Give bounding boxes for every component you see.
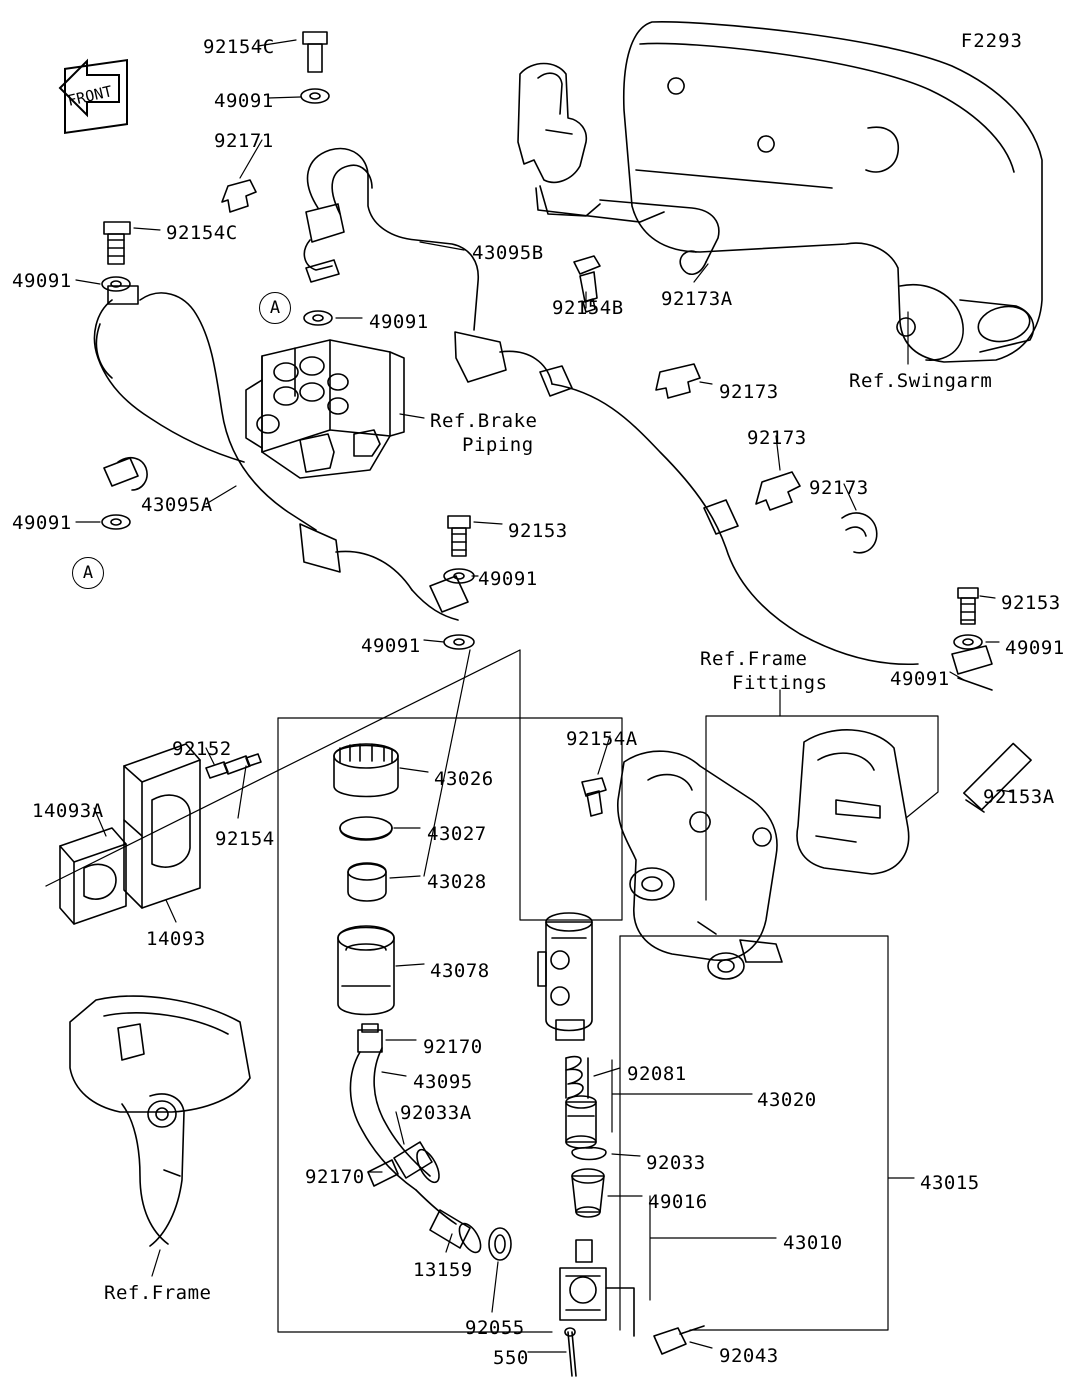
part-label-43027: 43027 xyxy=(427,823,487,845)
part-label-43078: 43078 xyxy=(430,960,490,982)
part-label-550: 550 xyxy=(493,1347,529,1369)
part-label-49091-top: 49091 xyxy=(214,90,274,112)
part-label-43095b: 43095B xyxy=(472,242,544,264)
part-label-92033: 92033 xyxy=(646,1152,706,1174)
part-label-92171: 92171 xyxy=(214,130,274,152)
part-label-92154c-top: 92154C xyxy=(203,36,275,58)
ref-frame: Ref.Frame xyxy=(104,1282,212,1304)
part-label-92152: 92152 xyxy=(172,738,232,760)
part-label-92173a: 92173A xyxy=(661,288,733,310)
part-label-92055: 92055 xyxy=(465,1317,525,1339)
part-label-92173-lower: 92173 xyxy=(809,477,869,499)
part-label-49091-left-upper: 49091 xyxy=(12,270,72,292)
part-label-14093: 14093 xyxy=(146,928,206,950)
part-label-92153a: 92153A xyxy=(983,786,1055,808)
part-label-92154b: 92154B xyxy=(552,297,624,319)
part-label-43010: 43010 xyxy=(783,1232,843,1254)
part-label-92043: 92043 xyxy=(719,1345,779,1367)
ref-swingarm: Ref.Swingarm xyxy=(849,370,993,392)
part-label-43095a: 43095A xyxy=(141,494,213,516)
part-label-43020: 43020 xyxy=(757,1089,817,1111)
sheet-code: F2293 xyxy=(960,30,1023,52)
part-label-92154a: 92154A xyxy=(566,728,638,750)
part-label-49091-center-lower: 49091 xyxy=(478,568,538,590)
part-label-92170-upper: 92170 xyxy=(423,1036,483,1058)
ref-frame-fittings-line1: Ref.Frame xyxy=(700,648,808,670)
part-label-13159: 13159 xyxy=(413,1259,473,1281)
part-label-49091-center: 49091 xyxy=(369,311,429,333)
part-label-49091-right-lower: 49091 xyxy=(890,668,950,690)
part-label-92173-upper: 92173 xyxy=(719,381,779,403)
part-label-43095: 43095 xyxy=(413,1071,473,1093)
svg-text:FRONT: FRONT xyxy=(65,82,114,110)
part-label-14093a: 14093A xyxy=(32,800,104,822)
part-label-49016: 49016 xyxy=(648,1191,708,1213)
ref-frame-fittings-line2: Fittings xyxy=(732,672,828,694)
part-label-43015: 43015 xyxy=(920,1172,980,1194)
part-label-92081: 92081 xyxy=(627,1063,687,1085)
part-label-92153-center: 92153 xyxy=(508,520,568,542)
callout-a-upper: A xyxy=(259,292,291,324)
part-label-92170-lower: 92170 xyxy=(305,1166,365,1188)
part-label-49091-right: 49091 xyxy=(1005,637,1065,659)
part-label-43028: 43028 xyxy=(427,871,487,893)
callout-a-lower: A xyxy=(72,557,104,589)
part-label-92154c-left: 92154C xyxy=(166,222,238,244)
part-label-92033a: 92033A xyxy=(400,1102,472,1124)
part-label-49091-bottom-center: 49091 xyxy=(361,635,421,657)
ref-brake-piping-line2: Piping xyxy=(462,434,534,456)
part-label-92173-mid: 92173 xyxy=(747,427,807,449)
part-label-92154: 92154 xyxy=(215,828,275,850)
ref-brake-piping-line1: Ref.Brake xyxy=(430,410,538,432)
part-label-49091-left-lower: 49091 xyxy=(12,512,72,534)
part-label-43026: 43026 xyxy=(434,768,494,790)
part-label-92153-right: 92153 xyxy=(1001,592,1061,614)
